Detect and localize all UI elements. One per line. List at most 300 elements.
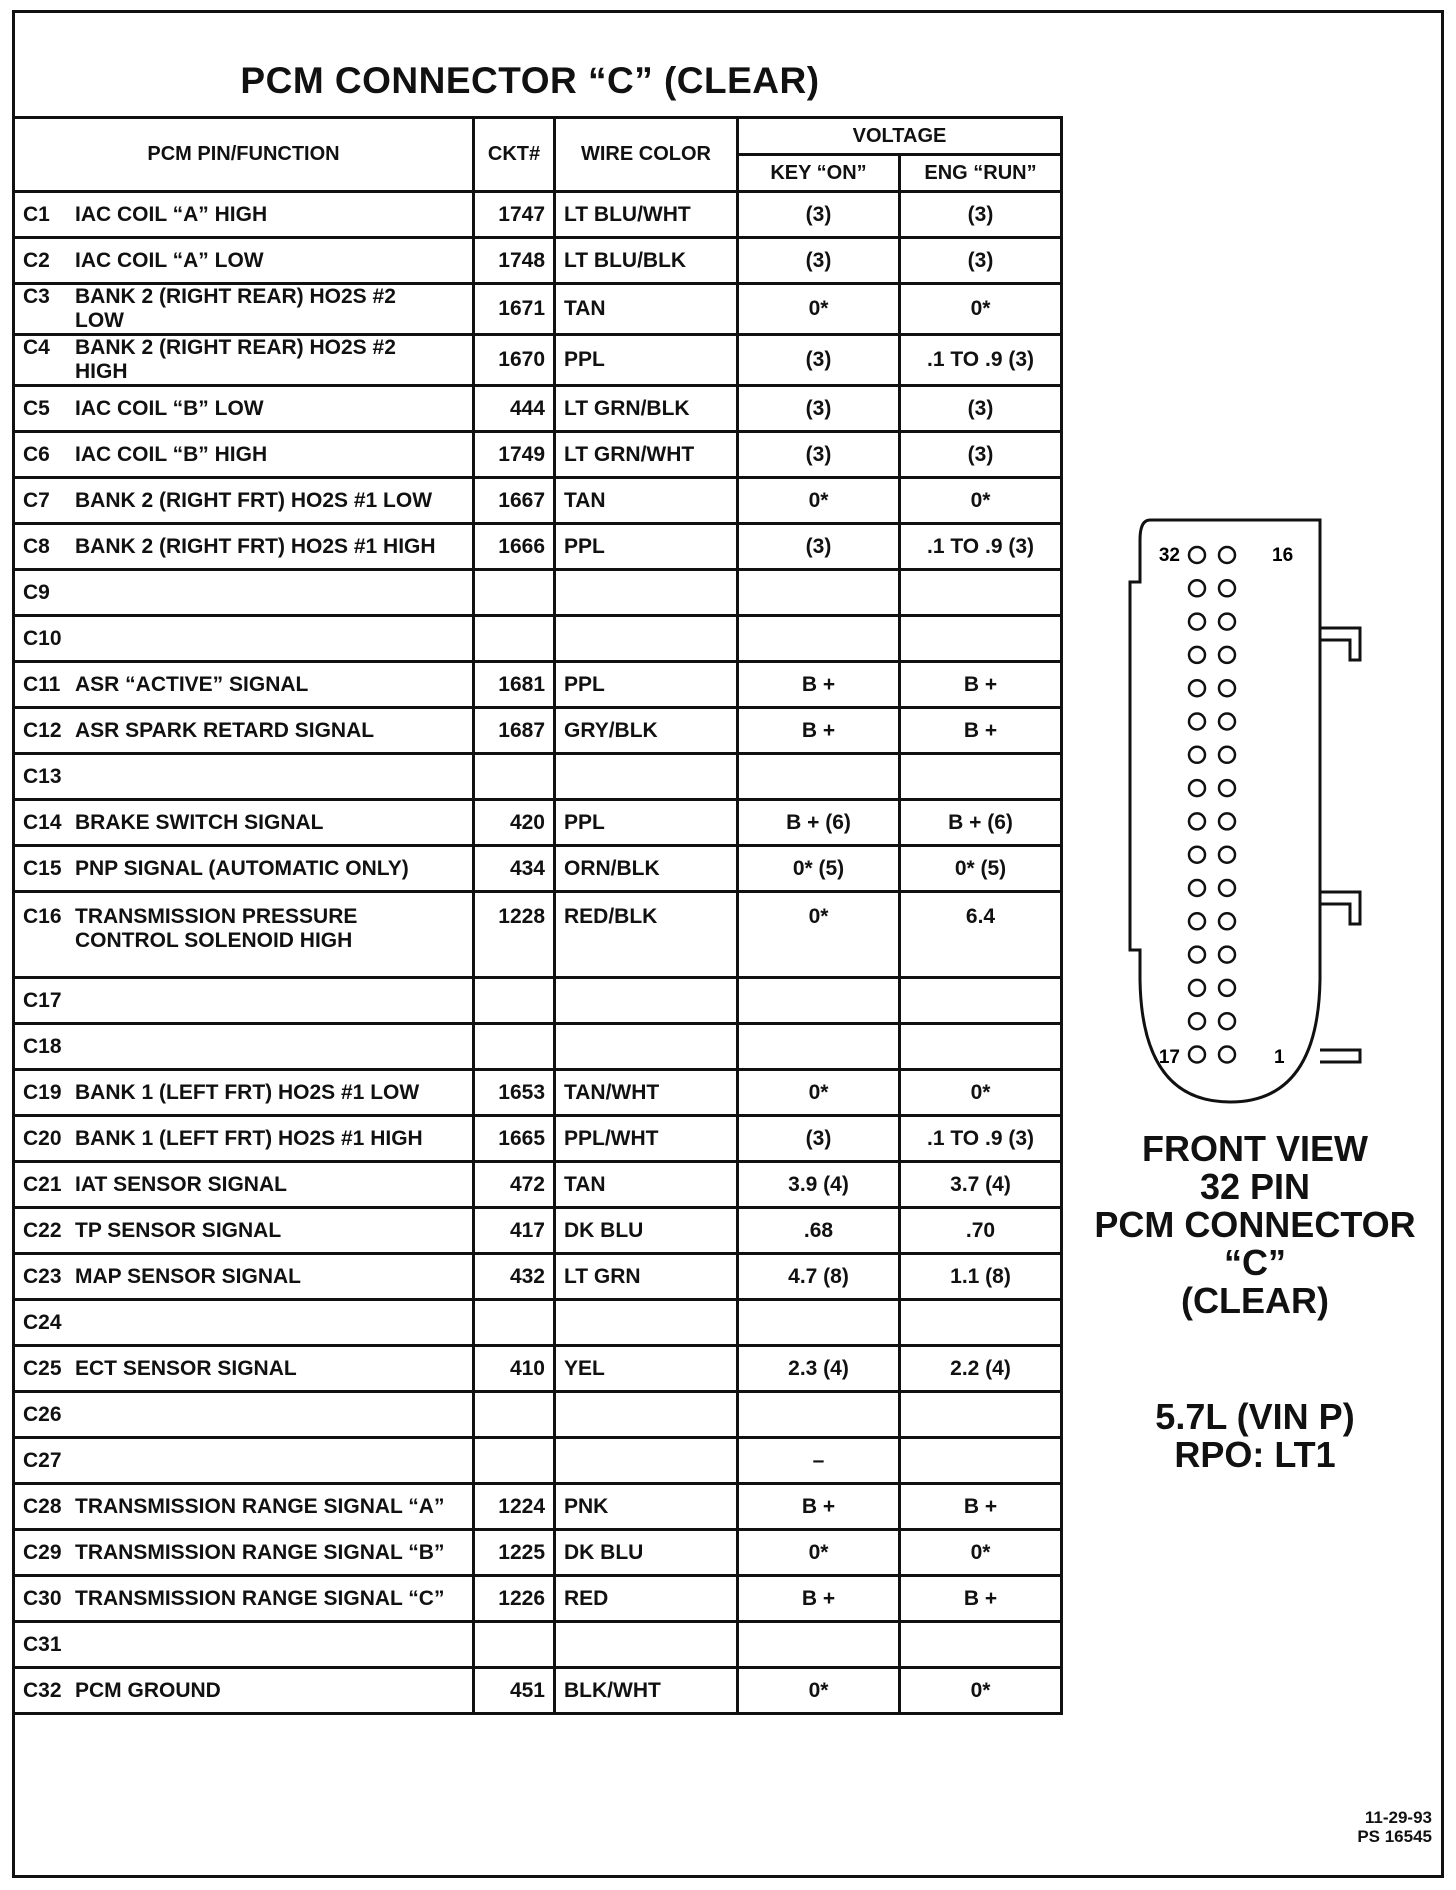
pin-function-cell [14, 1162, 474, 1208]
pin-hole-icon [1219, 614, 1235, 630]
ckt-cell [474, 978, 555, 1024]
pin-function: PCM GROUND [75, 1678, 221, 1702]
pin-hole-icon [1189, 913, 1205, 929]
eng-run-voltage-cell: (3) [900, 432, 1062, 478]
key-on-voltage-cell [738, 1024, 900, 1070]
ckt-cell [474, 1300, 555, 1346]
eng-run-voltage-cell [900, 616, 1062, 662]
pin-number: C30 [23, 1586, 62, 1610]
ckt-cell: 1681 [474, 662, 555, 708]
pin-number: C18 [23, 1034, 62, 1058]
eng-run-voltage-cell [900, 1392, 1062, 1438]
footer-ps-code: PS 16545 [1357, 1827, 1432, 1846]
table-row [14, 1024, 1062, 1070]
connector-caption [1070, 1130, 1440, 1320]
ckt-cell: 432 [474, 1254, 555, 1300]
pin-function-cell [14, 1622, 474, 1668]
pin-number: C6 [23, 442, 50, 466]
table-row [14, 892, 1062, 978]
eng-run-voltage-cell: B + (6) [900, 800, 1062, 846]
pin-function: TRANSMISSION RANGE SIGNAL “A” [75, 1494, 445, 1518]
engine-line-2: RPO: LT1 [1174, 1434, 1336, 1475]
pin-number: C1 [23, 202, 50, 226]
key-on-voltage-cell [738, 978, 900, 1024]
pin-hole-icon [1189, 747, 1205, 763]
pin-function-cell [14, 335, 474, 386]
wire-color-cell [555, 978, 738, 1024]
table-row [14, 570, 1062, 616]
key-on-voltage-cell: 2.3 (4) [738, 1346, 900, 1392]
ckt-cell: 1225 [474, 1530, 555, 1576]
pin-number: C20 [23, 1126, 62, 1150]
pin-function-cell [14, 1208, 474, 1254]
wire-color-cell [555, 1300, 738, 1346]
wire-color-cell: RED/BLK [555, 892, 738, 978]
key-on-voltage-cell: (3) [738, 1116, 900, 1162]
header-pin-function: PCM PIN/FUNCTION [14, 118, 474, 192]
table-row [14, 846, 1062, 892]
wire-color-cell: PPL [555, 800, 738, 846]
pin-function: BANK 2 (RIGHT REAR) HO2S #2 LOW [75, 285, 396, 332]
wire-color-cell: DK BLU [555, 1530, 738, 1576]
wire-color-cell [555, 754, 738, 800]
key-on-voltage-cell [738, 570, 900, 616]
engine-line-1: 5.7L (VIN P) [1155, 1396, 1355, 1437]
table-row [14, 1162, 1062, 1208]
pin-hole-icon [1189, 580, 1205, 596]
key-on-voltage-cell: (3) [738, 524, 900, 570]
pin-number: C16 [23, 905, 62, 928]
pin-number: C13 [23, 764, 62, 788]
pin-number: C23 [23, 1264, 62, 1288]
key-on-voltage-cell [738, 1622, 900, 1668]
pin-function: BANK 2 (RIGHT FRT) HO2S #1 HIGH [75, 534, 436, 558]
wire-color-cell: TAN [555, 478, 738, 524]
pin-function-cell [14, 524, 474, 570]
eng-run-voltage-cell [900, 1622, 1062, 1668]
header-key-on: KEY “ON” [738, 155, 900, 192]
pin-function-cell [14, 284, 474, 335]
table-row [14, 386, 1062, 432]
connector-diagram [1120, 510, 1370, 1110]
eng-run-voltage-cell: B + [900, 1484, 1062, 1530]
wire-color-cell: RED [555, 1576, 738, 1622]
key-on-voltage-cell: 0* (5) [738, 846, 900, 892]
pin-function-cell [14, 1392, 474, 1438]
pin-hole-icon [1189, 647, 1205, 663]
pin-function: ASR SPARK RETARD SIGNAL [75, 718, 375, 742]
ckt-cell: 1224 [474, 1484, 555, 1530]
pin-function-cell [14, 1576, 474, 1622]
pin-function: TRANSMISSION PRESSURE CONTROL SOLENOID HIGH [75, 905, 358, 952]
pin-hole-icon [1189, 880, 1205, 896]
table-row [14, 616, 1062, 662]
ckt-cell: 410 [474, 1346, 555, 1392]
pin-hole-icon [1219, 780, 1235, 796]
pin-number: C22 [23, 1218, 62, 1242]
wire-color-cell: LT GRN/WHT [555, 432, 738, 478]
pin-function: BANK 2 (RIGHT FRT) HO2S #1 LOW [75, 488, 433, 512]
wire-color-cell: BLK/WHT [555, 1668, 738, 1714]
connector-latch-icon [1320, 1050, 1360, 1062]
pin-number: C8 [23, 534, 50, 558]
pin-function-cell [14, 892, 474, 978]
connector-latch-icon [1320, 628, 1360, 660]
pin-label-32: 32 [1158, 545, 1180, 566]
key-on-voltage-cell: B + [738, 662, 900, 708]
pin-label-1: 1 [1274, 1047, 1285, 1068]
pin-function: IAC COIL “A” HIGH [75, 202, 268, 226]
pin-hole-icon [1219, 747, 1235, 763]
key-on-voltage-cell [738, 616, 900, 662]
table-row [14, 1622, 1062, 1668]
pin-label-17: 17 [1158, 1047, 1180, 1068]
pin-function-cell [14, 1346, 474, 1392]
wire-color-cell: LT GRN [555, 1254, 738, 1300]
pin-function-cell [14, 1668, 474, 1714]
caption-line: (CLEAR) [1181, 1280, 1329, 1321]
table-row [14, 524, 1062, 570]
pin-number: C4 [23, 336, 50, 359]
eng-run-voltage-cell [900, 570, 1062, 616]
pin-hole-icon [1189, 813, 1205, 829]
eng-run-voltage-cell: 0* [900, 478, 1062, 524]
pin-hole-icon [1219, 947, 1235, 963]
pin-function-cell [14, 1070, 474, 1116]
pin-number: C9 [23, 580, 50, 604]
ckt-cell: 417 [474, 1208, 555, 1254]
pin-function-cell [14, 1438, 474, 1484]
connector-latch-icon [1320, 892, 1360, 924]
pin-holes [1189, 547, 1235, 1063]
table-row [14, 1576, 1062, 1622]
pin-function: BRAKE SWITCH SIGNAL [75, 810, 324, 834]
wire-color-cell [555, 570, 738, 616]
pin-number: C10 [23, 626, 62, 650]
pin-function: TRANSMISSION RANGE SIGNAL “C” [75, 1586, 445, 1610]
ckt-cell: 420 [474, 800, 555, 846]
pin-function: ASR “ACTIVE” SIGNAL [75, 672, 309, 696]
eng-run-voltage-cell: B + [900, 662, 1062, 708]
eng-run-voltage-cell: 1.1 (8) [900, 1254, 1062, 1300]
pin-hole-icon [1189, 714, 1205, 730]
pin-hole-icon [1189, 780, 1205, 796]
ckt-cell: 451 [474, 1668, 555, 1714]
table-row [14, 284, 1062, 335]
pin-number: C2 [23, 248, 50, 272]
ckt-cell: 1226 [474, 1576, 555, 1622]
table-row [14, 238, 1062, 284]
key-on-voltage-cell [738, 754, 900, 800]
eng-run-voltage-cell [900, 1438, 1062, 1484]
wire-color-cell: ORN/BLK [555, 846, 738, 892]
pin-hole-icon [1189, 547, 1205, 563]
key-on-voltage-cell: 0* [738, 1668, 900, 1714]
pin-function-cell [14, 238, 474, 284]
eng-run-voltage-cell: .70 [900, 1208, 1062, 1254]
key-on-voltage-cell: 3.9 (4) [738, 1162, 900, 1208]
pin-hole-icon [1189, 1013, 1205, 1029]
pin-function: MAP SENSOR SIGNAL [75, 1264, 301, 1288]
pin-function-cell [14, 1484, 474, 1530]
pin-function: TP SENSOR SIGNAL [75, 1218, 282, 1242]
key-on-voltage-cell: (3) [738, 238, 900, 284]
pin-label-16: 16 [1272, 545, 1294, 566]
ckt-cell [474, 1392, 555, 1438]
table-row [14, 1438, 1062, 1484]
ckt-cell: 1665 [474, 1116, 555, 1162]
footer-date: 11-29-93 [1364, 1808, 1432, 1827]
pin-function-cell [14, 978, 474, 1024]
pin-number: C32 [23, 1678, 62, 1702]
eng-run-voltage-cell: 0* (5) [900, 846, 1062, 892]
caption-line: PCM CONNECTOR [1094, 1204, 1416, 1245]
pin-function: ECT SENSOR SIGNAL [75, 1356, 297, 1380]
ckt-cell: 1749 [474, 432, 555, 478]
pin-hole-icon [1219, 580, 1235, 596]
wire-color-cell: PPL [555, 335, 738, 386]
wire-color-cell: PPL/WHT [555, 1116, 738, 1162]
ckt-cell: 1667 [474, 478, 555, 524]
key-on-voltage-cell: (3) [738, 386, 900, 432]
pin-hole-icon [1219, 913, 1235, 929]
table-row [14, 1530, 1062, 1576]
pin-number: C31 [23, 1632, 62, 1656]
pin-number: C17 [23, 988, 62, 1012]
pin-function-cell [14, 1530, 474, 1576]
table-row [14, 192, 1062, 238]
ckt-cell [474, 754, 555, 800]
pin-number: C25 [23, 1356, 62, 1380]
engine-caption [1070, 1398, 1440, 1474]
pin-function-cell [14, 1024, 474, 1070]
caption-line: 32 PIN [1199, 1166, 1311, 1207]
wire-color-cell [555, 1392, 738, 1438]
eng-run-voltage-cell: 0* [900, 1070, 1062, 1116]
pin-table [12, 116, 1063, 1715]
page-title: PCM CONNECTOR “C” (CLEAR) [240, 60, 820, 101]
table-row [14, 978, 1062, 1024]
ckt-cell: 1228 [474, 892, 555, 978]
ckt-cell [474, 616, 555, 662]
wire-color-cell: PPL [555, 524, 738, 570]
pin-hole-icon [1189, 980, 1205, 996]
table-row [14, 1484, 1062, 1530]
pin-hole-icon [1189, 1047, 1205, 1063]
eng-run-voltage-cell: 0* [900, 284, 1062, 335]
pin-function-cell [14, 192, 474, 238]
table-row [14, 754, 1062, 800]
table-row [14, 478, 1062, 524]
key-on-voltage-cell [738, 1392, 900, 1438]
key-on-voltage-cell: (3) [738, 335, 900, 386]
pin-hole-icon [1219, 1013, 1235, 1029]
pin-hole-icon [1219, 813, 1235, 829]
table-row [14, 1208, 1062, 1254]
key-on-voltage-cell: 0* [738, 1530, 900, 1576]
pin-function: PNP SIGNAL (AUTOMATIC ONLY) [75, 856, 409, 880]
wire-color-cell: YEL [555, 1346, 738, 1392]
key-on-voltage-cell: 0* [738, 284, 900, 335]
pin-number: C26 [23, 1402, 62, 1426]
pin-number: C12 [23, 718, 62, 742]
pin-function-cell [14, 800, 474, 846]
wire-color-cell [555, 616, 738, 662]
key-on-voltage-cell: 0* [738, 892, 900, 978]
key-on-voltage-cell: 0* [738, 478, 900, 524]
pin-function-cell [14, 570, 474, 616]
key-on-voltage-cell: 4.7 (8) [738, 1254, 900, 1300]
table-row [14, 335, 1062, 386]
ckt-cell: 472 [474, 1162, 555, 1208]
eng-run-voltage-cell: B + [900, 708, 1062, 754]
key-on-voltage-cell: – [738, 1438, 900, 1484]
pin-number: C15 [23, 856, 62, 880]
pin-function: IAT SENSOR SIGNAL [75, 1172, 287, 1196]
table-row [14, 432, 1062, 478]
eng-run-voltage-cell: .1 TO .9 (3) [900, 1116, 1062, 1162]
ckt-cell: 444 [474, 386, 555, 432]
pin-hole-icon [1189, 680, 1205, 696]
table-row [14, 1070, 1062, 1116]
pin-hole-icon [1219, 547, 1235, 563]
table-row [14, 1300, 1062, 1346]
pin-function-cell [14, 432, 474, 478]
pin-function: IAC COIL “B” HIGH [75, 442, 268, 466]
pin-number: C14 [23, 810, 62, 834]
pin-number: C3 [23, 285, 50, 308]
table-row [14, 708, 1062, 754]
key-on-voltage-cell: (3) [738, 432, 900, 478]
key-on-voltage-cell [738, 1300, 900, 1346]
pin-function-cell [14, 846, 474, 892]
pin-function-cell [14, 754, 474, 800]
pin-hole-icon [1219, 980, 1235, 996]
pin-hole-icon [1219, 847, 1235, 863]
ckt-cell: 1671 [474, 284, 555, 335]
wire-color-cell [555, 1024, 738, 1070]
table-row [14, 1392, 1062, 1438]
eng-run-voltage-cell: (3) [900, 238, 1062, 284]
table-row [14, 1254, 1062, 1300]
pin-function: TRANSMISSION RANGE SIGNAL “B” [75, 1540, 445, 1564]
pin-hole-icon [1189, 947, 1205, 963]
ckt-cell: 1748 [474, 238, 555, 284]
eng-run-voltage-cell: (3) [900, 386, 1062, 432]
pin-hole-icon [1219, 1047, 1235, 1063]
caption-line: FRONT VIEW [1142, 1128, 1368, 1169]
table-row [14, 1116, 1062, 1162]
pin-number: C28 [23, 1494, 62, 1518]
key-on-voltage-cell: B + [738, 1576, 900, 1622]
pin-function: IAC COIL “A” LOW [75, 248, 264, 272]
eng-run-voltage-cell: 3.7 (4) [900, 1162, 1062, 1208]
eng-run-voltage-cell: 0* [900, 1530, 1062, 1576]
eng-run-voltage-cell: 2.2 (4) [900, 1346, 1062, 1392]
pin-hole-icon [1219, 647, 1235, 663]
footer-code [1320, 1808, 1432, 1846]
pin-hole-icon [1189, 847, 1205, 863]
pin-function: IAC COIL “B” LOW [75, 396, 264, 420]
pin-number: C11 [23, 672, 61, 696]
header-ckt: CKT# [474, 118, 555, 192]
pin-hole-icon [1219, 680, 1235, 696]
wire-color-cell: GRY/BLK [555, 708, 738, 754]
caption-line: “C” [1224, 1242, 1286, 1283]
pin-function-cell [14, 1254, 474, 1300]
eng-run-voltage-cell [900, 754, 1062, 800]
header-voltage: VOLTAGE [738, 118, 1062, 155]
pin-function: BANK 1 (LEFT FRT) HO2S #1 LOW [75, 1080, 420, 1104]
pin-function-cell [14, 478, 474, 524]
key-on-voltage-cell: 0* [738, 1070, 900, 1116]
pin-function-cell [14, 616, 474, 662]
key-on-voltage-cell: (3) [738, 192, 900, 238]
wire-color-cell: LT BLU/WHT [555, 192, 738, 238]
key-on-voltage-cell: B + [738, 1484, 900, 1530]
pin-hole-icon [1219, 880, 1235, 896]
ckt-cell: 1666 [474, 524, 555, 570]
eng-run-voltage-cell: 6.4 [900, 892, 1062, 978]
key-on-voltage-cell: B + [738, 708, 900, 754]
pin-number: C5 [23, 396, 50, 420]
table-row [14, 800, 1062, 846]
wire-color-cell: LT BLU/BLK [555, 238, 738, 284]
header-eng-run: ENG “RUN” [900, 155, 1062, 192]
ckt-cell [474, 1438, 555, 1484]
key-on-voltage-cell: B + (6) [738, 800, 900, 846]
pin-function-cell [14, 1300, 474, 1346]
header-wire-color: WIRE COLOR [555, 118, 738, 192]
table-row [14, 1668, 1062, 1714]
wire-color-cell: PNK [555, 1484, 738, 1530]
pin-function-cell [14, 386, 474, 432]
pin-number: C21 [23, 1172, 62, 1196]
wire-color-cell: LT GRN/BLK [555, 386, 738, 432]
pin-hole-icon [1219, 714, 1235, 730]
pin-function-cell [14, 662, 474, 708]
wire-color-cell: TAN [555, 284, 738, 335]
wire-color-cell: TAN/WHT [555, 1070, 738, 1116]
pin-function-cell [14, 1116, 474, 1162]
ckt-cell: 434 [474, 846, 555, 892]
ckt-cell: 1687 [474, 708, 555, 754]
wire-color-cell: PPL [555, 662, 738, 708]
pin-number: C7 [23, 488, 50, 512]
eng-run-voltage-cell [900, 978, 1062, 1024]
wire-color-cell [555, 1438, 738, 1484]
eng-run-voltage-cell: B + [900, 1576, 1062, 1622]
wire-color-cell: TAN [555, 1162, 738, 1208]
pin-number: C24 [23, 1310, 62, 1334]
pin-number: C27 [23, 1448, 62, 1472]
pin-number: C29 [23, 1540, 62, 1564]
ckt-cell [474, 570, 555, 616]
wire-color-cell: DK BLU [555, 1208, 738, 1254]
eng-run-voltage-cell: 0* [900, 1668, 1062, 1714]
ckt-cell: 1670 [474, 335, 555, 386]
table-row [14, 1346, 1062, 1392]
eng-run-voltage-cell [900, 1300, 1062, 1346]
eng-run-voltage-cell: (3) [900, 192, 1062, 238]
ckt-cell: 1747 [474, 192, 555, 238]
pin-function-cell [14, 708, 474, 754]
ckt-cell: 1653 [474, 1070, 555, 1116]
pin-function: BANK 1 (LEFT FRT) HO2S #1 HIGH [75, 1126, 423, 1150]
table-row [14, 662, 1062, 708]
ckt-cell [474, 1622, 555, 1668]
pin-hole-icon [1189, 614, 1205, 630]
